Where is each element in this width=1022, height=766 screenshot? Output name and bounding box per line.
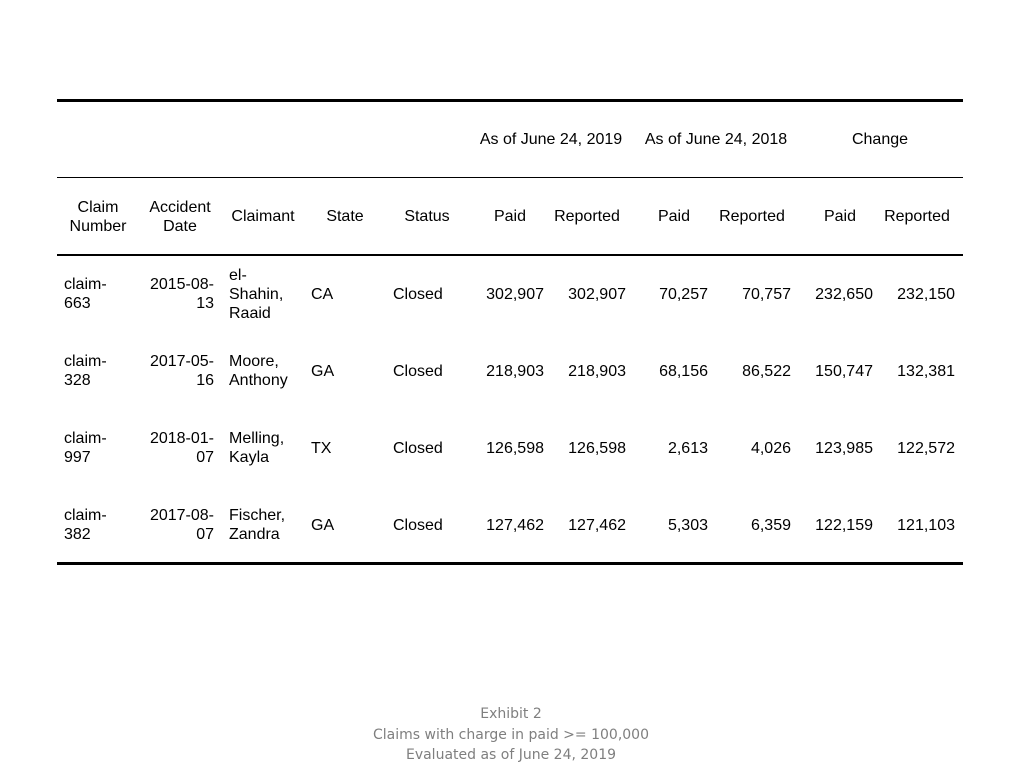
value-cell: 6,359 — [750, 516, 791, 534]
value-cell: 126,598 — [486, 439, 544, 457]
value-cell: 218,903 — [568, 362, 626, 380]
accident-date-header: Accident Date — [149, 199, 211, 235]
paid-change-header: Paid — [823, 208, 857, 225]
group-header-rule — [57, 177, 963, 178]
accident-date-cell: 2015-08- 13 — [149, 276, 214, 312]
value-cell: 70,257 — [659, 285, 708, 303]
value-cell: 122,159 — [815, 516, 873, 534]
value-cell: 70,757 — [742, 285, 791, 303]
value-cell: 5,303 — [667, 516, 708, 534]
status-cell: Closed — [393, 285, 443, 303]
claimant-header: Claimant — [231, 208, 295, 225]
column-group-header: As of June 24, 2018 — [644, 131, 788, 148]
value-cell: 121,103 — [897, 516, 955, 534]
claim-number-cell: claim- 663 — [64, 276, 107, 312]
state-cell: TX — [311, 439, 332, 457]
value-cell: 122,572 — [897, 439, 955, 457]
value-cell: 302,907 — [568, 285, 626, 303]
accident-date-cell: 2018-01- 07 — [149, 430, 214, 466]
value-cell: 127,462 — [568, 516, 626, 534]
value-cell: 150,747 — [815, 362, 873, 380]
table-top-rule — [57, 99, 963, 102]
reported-2019-header: Reported — [554, 208, 620, 225]
evaluation-date: Evaluated as of June 24, 2019 — [405, 747, 617, 763]
value-cell: 218,903 — [486, 362, 544, 380]
paid-2018-header: Paid — [657, 208, 691, 225]
claim-number-cell: claim- 997 — [64, 430, 107, 466]
claim-number-cell: claim- 382 — [64, 507, 107, 543]
value-cell: 123,985 — [815, 439, 873, 457]
value-cell: 132,381 — [897, 362, 955, 380]
claimant-cell: Moore, Anthony — [229, 353, 288, 389]
claim-number-header: Claim Number — [69, 199, 127, 235]
state-cell: GA — [311, 516, 335, 534]
status-cell: Closed — [393, 439, 443, 457]
claimant-cell: Fischer, Zandra — [229, 507, 286, 543]
claimant-cell: el- Shahin, Raaid — [229, 266, 284, 322]
accident-date-cell: 2017-08- 07 — [149, 507, 214, 543]
value-cell: 68,156 — [659, 362, 708, 380]
state-header: State — [326, 208, 364, 225]
column-group-header: As of June 24, 2019 — [479, 131, 623, 148]
state-cell: CA — [311, 285, 334, 303]
value-cell: 232,650 — [815, 285, 873, 303]
accident-date-cell: 2017-05- 16 — [149, 353, 214, 389]
reported-change-header: Reported — [884, 208, 950, 225]
value-cell: 2,613 — [667, 439, 708, 457]
value-cell: 232,150 — [897, 285, 955, 303]
table-bottom-rule — [57, 562, 963, 565]
status-header: Status — [404, 208, 450, 225]
state-cell: GA — [311, 362, 335, 380]
reported-2018-header: Reported — [719, 208, 785, 225]
exhibit-label: Exhibit 2 — [480, 706, 542, 722]
value-cell: 4,026 — [750, 439, 791, 457]
value-cell: 86,522 — [742, 362, 791, 380]
value-cell: 127,462 — [486, 516, 544, 534]
value-cell: 126,598 — [568, 439, 626, 457]
column-group-header: Change — [851, 131, 909, 148]
status-cell: Closed — [393, 362, 443, 380]
column-header-rule — [57, 254, 963, 256]
value-cell: 302,907 — [486, 285, 544, 303]
claimant-cell: Melling, Kayla — [229, 430, 285, 466]
exhibit-subtitle: Claims with charge in paid >= 100,000 — [373, 727, 649, 743]
status-cell: Closed — [393, 516, 443, 534]
claim-number-cell: claim- 328 — [64, 353, 107, 389]
paid-2019-header: Paid — [493, 208, 527, 225]
